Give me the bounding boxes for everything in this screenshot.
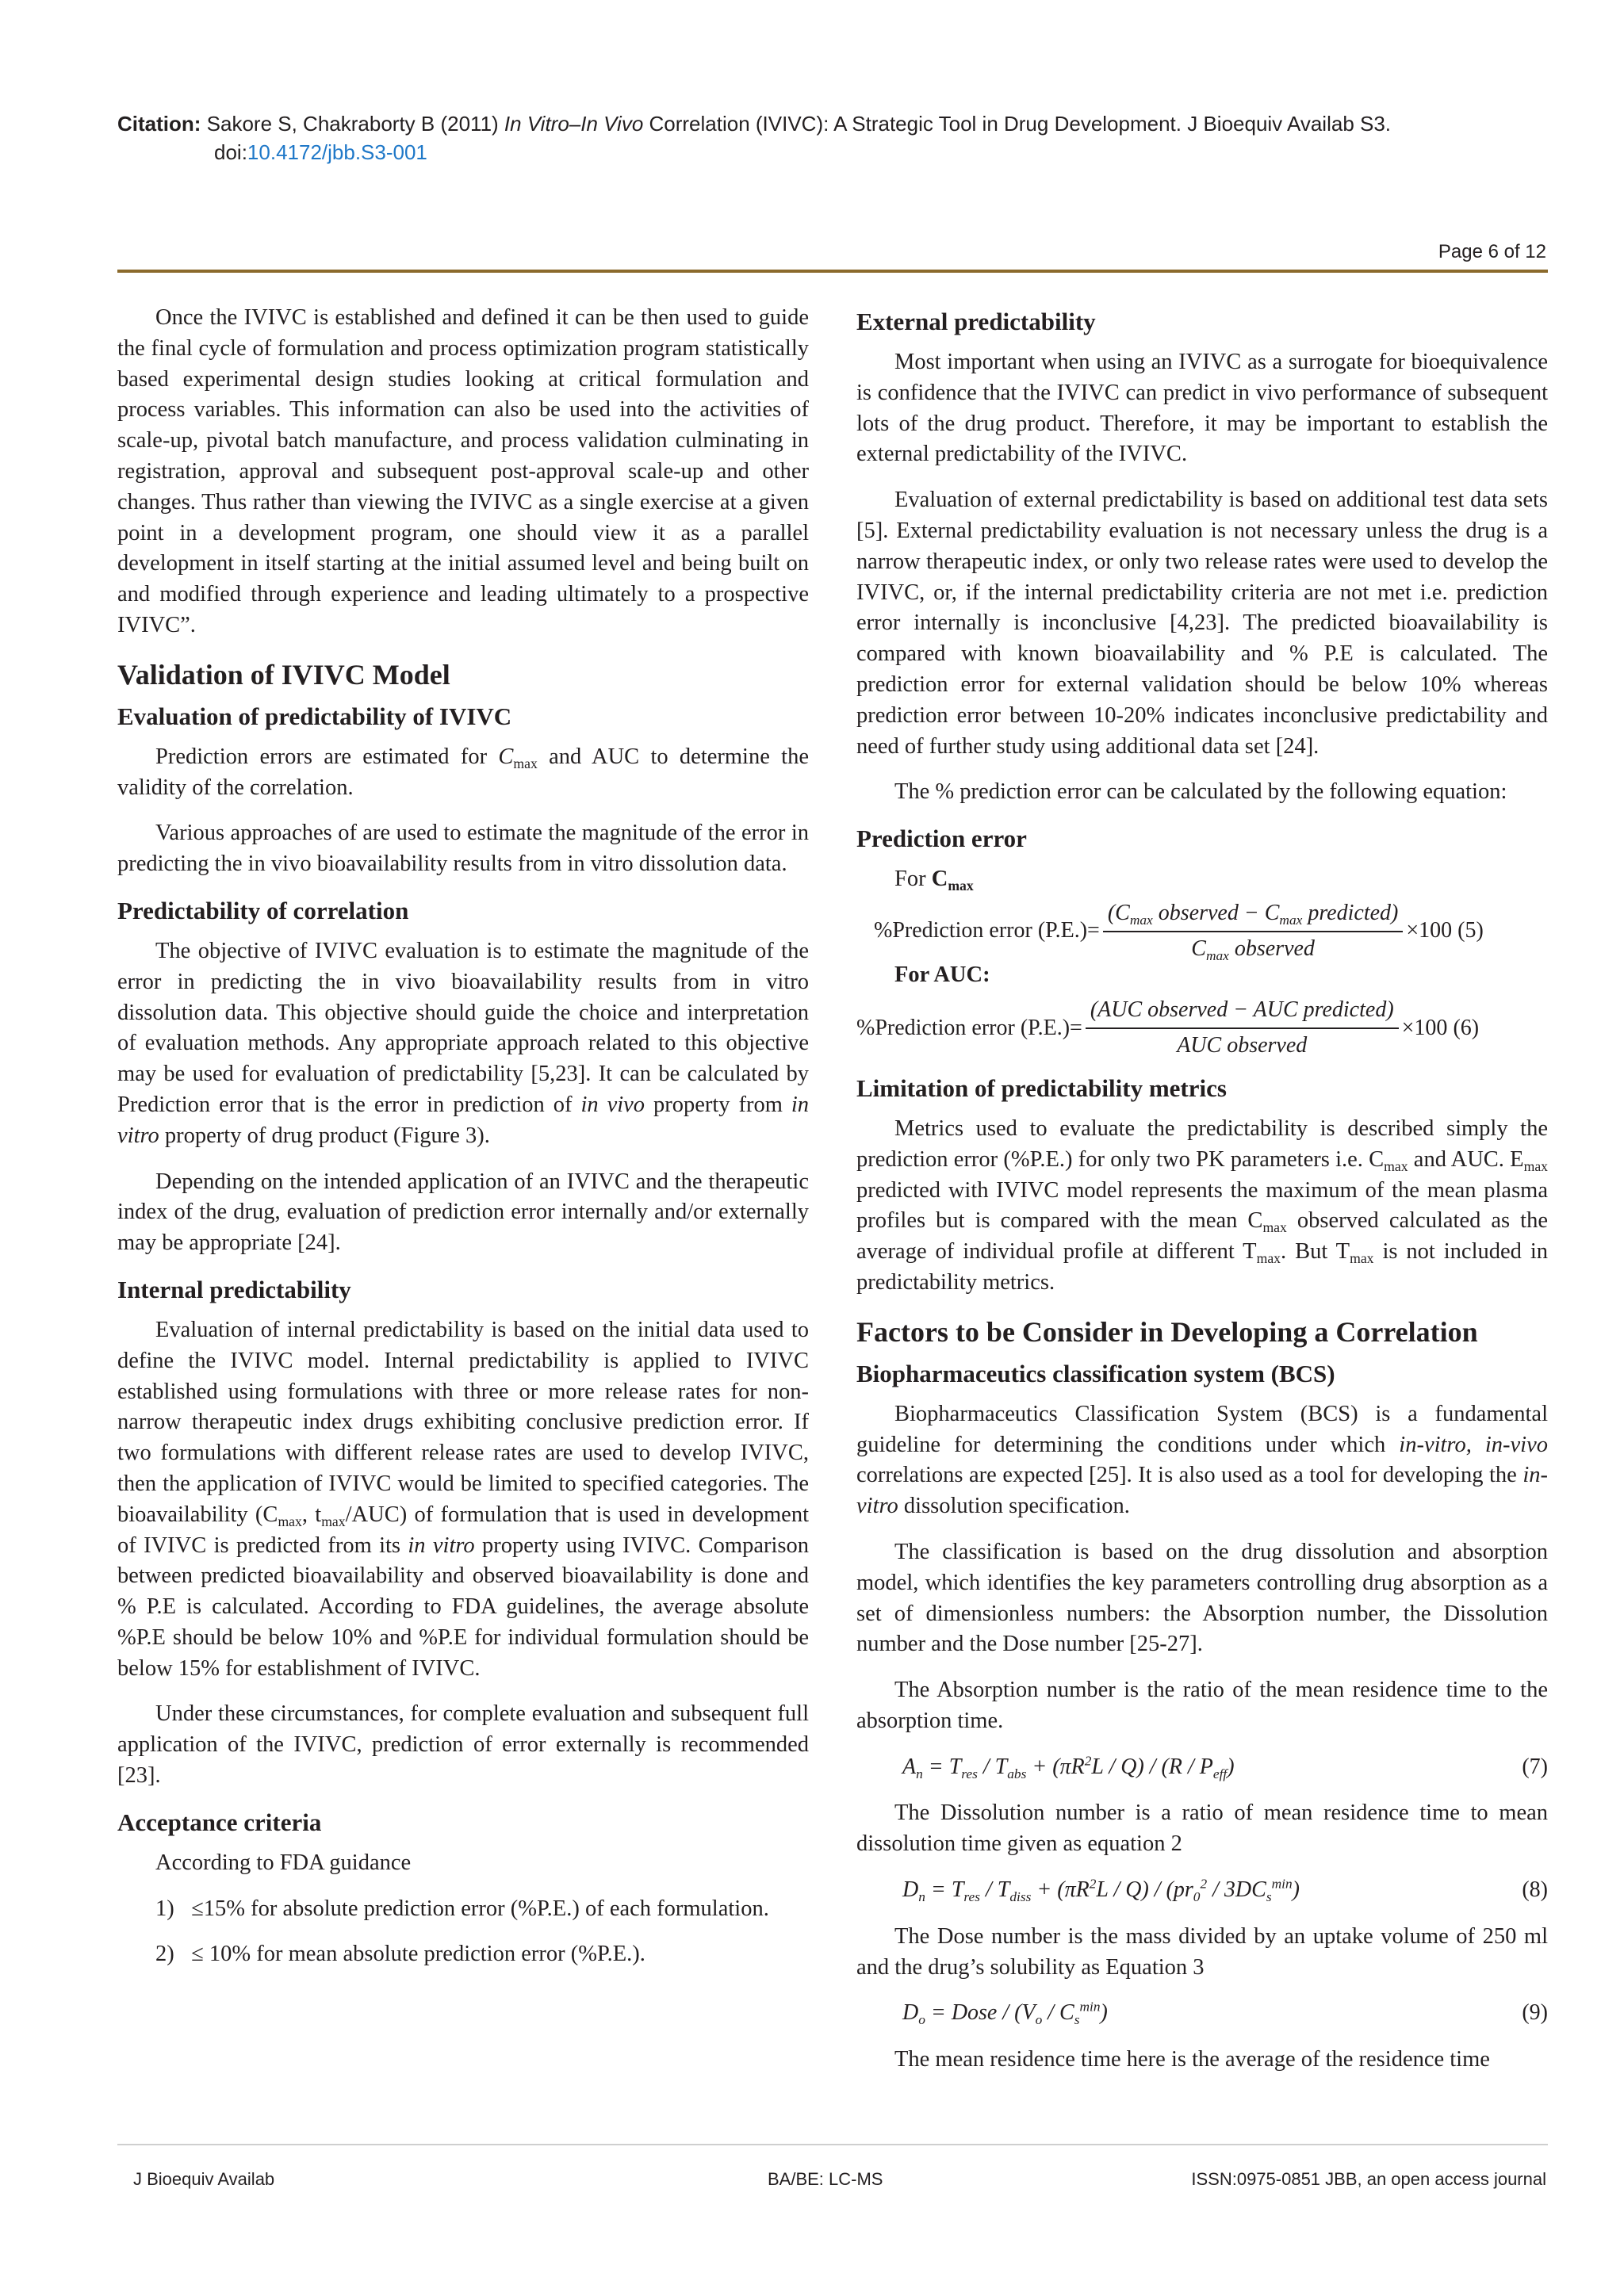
paragraph-depending: Depending on the intended application of an IVIVC and the therapeutic index of the drug, evaluation of prediction error internally and/or externally may be appropriate [24]. bbox=[117, 1169, 809, 1256]
paragraph-internal: Evaluation of internal predictability is based on the initial data used to define the IVIVC model. Internal predictability is applied to IVIVC established using formulations with three or more release rates for non-narrow therapeutic index drugs exhibiting conclusive prediction error. If two formulations with different release rates are used to develop IVIVC, then the application of IVIVC would be limited to specified categories. The bioavailability ($C_{max}$, $t_{max}/AUC$) of formulation that is used in development of IVIVC is predicted from its in vitro property using IVIVC. Comparison between predicted bioavailability and observed bioavailability is done and % P.E is calculated. According to FDA guidelines, the average absolute %P.E should be below 10% and %P.E for individual formulation should be below 15% for establishment of IVIVC. bbox=[117, 1317, 809, 1681]
heading-eval-predictability: Evaluation of predictability of IVIVC bbox=[117, 702, 512, 730]
heading-limitation: Limitation of predictability metrics bbox=[856, 1073, 1227, 1102]
criteria-list bbox=[117, 1894, 809, 1971]
heading-validation: Validation of IVIVC Model bbox=[117, 658, 450, 691]
header-divider bbox=[117, 270, 1548, 273]
paragraph-approaches: Various approaches of are used to estimate the magnitude of the error in predicting the in vivo bioavailability results from in vitro dissolution data. bbox=[117, 821, 809, 877]
intro-paragraph: Once the IVIVC is established and defined it can be then used to guide the final cycle of formulation and process optimization program statistically based experimental design studies looking at critical formulation and process variables. This information can also be used into the activities of scale-up, pivotal batch manufacture, and process validation culminating in registration, approval and subsequent post-approval scale-up and other changes. Thus rather than viewing the IVIVC as a single exercise at a given point in a development program, one should view it as a parallel development in itself starting at the initial assumed level and being built on and modified through experience and leading ultimately to a prospective IVIVC”. bbox=[117, 305, 809, 637]
equation-9: $D_o$ = Dose / $(V_o / C_s^{min})$ (9) bbox=[902, 1999, 1548, 2028]
footer-section: BA/BE: LC-MS bbox=[768, 2169, 883, 2189]
paragraph-external-2: Evaluation of external predictability is based on additional test data sets [5]. External predictability evaluation is not necessary unless the drug is a narrow therapeutic index, or only two release rates were used to develop the IVIVC, or, if the internal predictability criteria are not met i.e. prediction error internally is inconclusive [4,23]. The predicted bioavailability is compared with known bioavailability and % P.E is calculated. The prediction error for external validation should be below 10% whereas prediction error between 10-20% indicates inconclusive predictability and need of further study using additional data set [24]. bbox=[856, 488, 1548, 759]
list-item: 1) ≤15% for absolute prediction error (%P.E.) of each formulation. bbox=[155, 1896, 769, 1921]
paragraph-prediction-errors: Prediction errors are estimated for $C_{max}$ and AUC to determine the validity of the correlation. bbox=[117, 744, 810, 800]
heading-external: External predictability bbox=[856, 308, 1096, 335]
footer-journal: J Bioequiv Availab bbox=[133, 2169, 275, 2189]
citation-label: Citation: bbox=[117, 112, 201, 136]
footer-issn: ISSN:0975-0851 JBB, an open access journal bbox=[1191, 2169, 1546, 2189]
heading-factors: Factors to be Consider in Developing a Correlation bbox=[856, 1315, 1478, 1348]
paragraph-absorption: The Absorption number is the ratio of the mean residence time to the absorption time. bbox=[856, 1678, 1548, 1733]
paragraph-under: Under these circumstances, for complete evaluation and subsequent full application of the IVIVC, prediction of error externally is recommended [23]. bbox=[117, 1701, 809, 1789]
heading-internal: Internal predictability bbox=[117, 1275, 351, 1303]
right-column bbox=[856, 303, 1548, 2091]
paragraph-pe-intro: The % prediction error can be calculated by the following equation: bbox=[894, 779, 1507, 805]
label-for-auc: For AUC: bbox=[894, 962, 990, 987]
paragraph-objective: The objective of IVIVC evaluation is to estimate the magnitude of the error in predicting the in vivo bioavailability results from in vitro dissolution data. This objective should guide the choice and interpretation of evaluation methods. Any appropriate approach related to this objective may be used for evaluation of predictability [5,23]. It can be calculated by Prediction error that is the error in prediction of in vivo property from in vitro property of drug product (Figure 3). bbox=[117, 938, 810, 1148]
left-column bbox=[117, 303, 809, 1985]
heading-predictability-correlation: Predictability of correlation bbox=[117, 896, 409, 924]
citation: Citation: Sakore S, Chakraborty B (2011) In Vitro–In Vivo Correlation (IVIVC): A Strategic Tool in Drug Development. J Bioequiv Availab S3. doi:10.4172/jbb.S3-001 bbox=[117, 112, 1392, 164]
equation-6: %Prediction error (P.E.)= $\frac{\text{(AUC observed − AUC predicted)}}{\text{AUC observed}}$ ×100 (6) bbox=[856, 995, 1548, 1062]
paragraph-external-1: Most important when using an IVIVC as a surrogate for bioequivalence is confidence that the IVIVC can predict in vivo performance of subsequent lots of the drug product. Therefore, it may be important to establish the external predictability of the IVIVC. bbox=[856, 350, 1548, 467]
paragraph-dissolution: The Dissolution number is a ratio of mean residence time to mean dissolution time given as equation 2 bbox=[856, 1800, 1548, 1857]
equation-8: $D_n = T_{res} / T_{diss} + (\pi R^2L / Q) / (pr_0^2 / 3DC_s^{min})$ (8) bbox=[902, 1876, 1548, 1905]
equation-5: %Prediction error (P.E.)= $\frac{(C_{max} observed - C_{max} predicted)}{C_{max} observed}$ ×100 (5) bbox=[856, 898, 1548, 965]
doi-link[interactable]: 10.4172/jbb.S3-001 bbox=[247, 140, 427, 164]
label-for-cmax: For $C_{max}$ bbox=[894, 867, 974, 894]
heading-acceptance: Acceptance criteria bbox=[117, 1808, 322, 1836]
footer-divider bbox=[117, 2144, 1548, 2145]
heading-prediction-error: Prediction error bbox=[856, 825, 1027, 853]
equation-7: $A_n = T_{res} / T_{abs} + (\pi R^2L / Q) / (R / P_{eff})$ (7) bbox=[902, 1753, 1548, 1781]
heading-bcs: Biopharmaceutics classification system (BCS) bbox=[856, 1359, 1335, 1387]
paragraph-classification: The classification is based on the drug dissolution and absorption model, which identifies the key parameters controlling drug absorption as a set of dimensionless numbers: the Absorption number, the Dissolution number and the Dose number [25-27]. bbox=[856, 1539, 1548, 1657]
paragraph-according: According to FDA guidance bbox=[155, 1850, 412, 1875]
paragraph-dose: The Dose number is the mass divided by an uptake volume of 250 ml and the drug’s solubility as Equation 3 bbox=[856, 1923, 1548, 1980]
paragraph-bcs: Biopharmaceutics Classification System (BCS) is a fundamental guideline for determining the conditions under which in-vitro, in-vivo correlations are expected [25]. It is also used as a tool for developing the in-vitro dissolution specification. bbox=[856, 1401, 1548, 1519]
paragraph-limitation: Metrics used to evaluate the predictability is described simply the prediction error (%P.E.) for only two PK parameters i.e. $C_{max}$ and AUC. $E_{max}$ predicted with IVIVC model represents the maximum of the mean plasma profiles but is compared with the mean $C_{max}$ observed calculated as the average of individual profile at different $T_{max}$. But $T_{max}$ is not included in predictability metrics. bbox=[856, 1115, 1549, 1295]
page-number: Page 6 of 12 bbox=[1438, 241, 1546, 262]
paragraph-mean-residence: The mean residence time here is the average of the residence time bbox=[894, 2047, 1490, 2072]
list-item: 2) ≤ 10% for mean absolute prediction error (%P.E.). bbox=[155, 1942, 645, 1967]
